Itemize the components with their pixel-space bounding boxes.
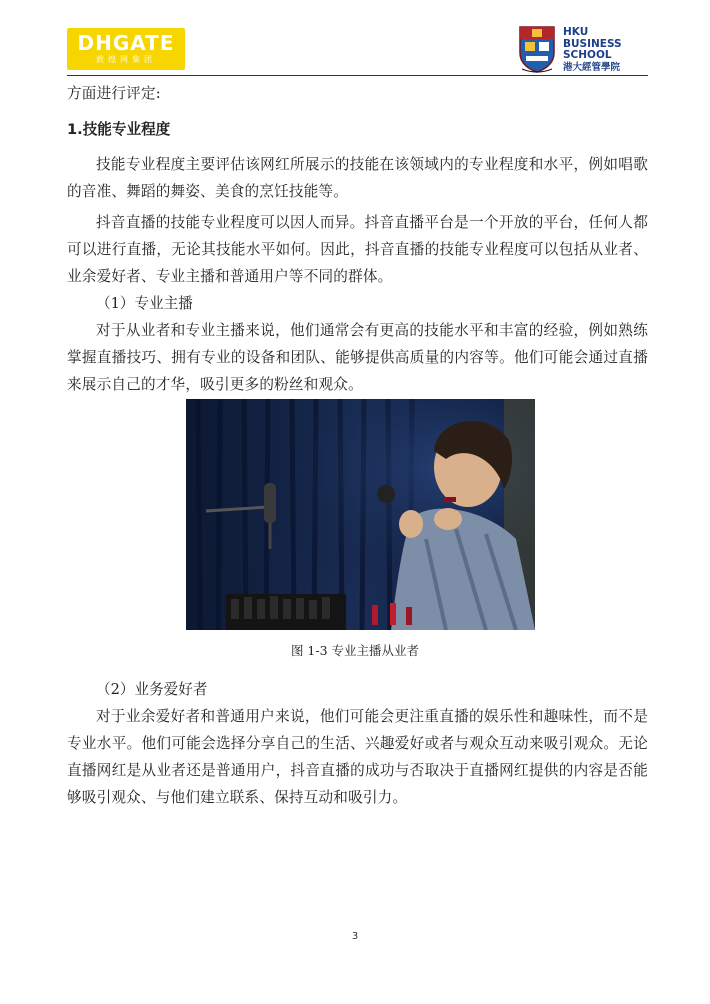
document-body-lower — [67, 676, 648, 811]
paragraph-douyin-skill: 抖音直播的技能专业程度可以因人而异。抖音直播平台是一个开放的平台，任何人都可以进行直播，无论其技能水平如何。因此，抖音直播的技能专业程度可以包括从业者、业余爱好者、专业主播和普通用户等不同的群体。 — [67, 214, 648, 285]
subheading-amateur: （2）业务爱好者 — [96, 681, 208, 698]
hku-logo-line3: SCHOOL — [563, 49, 612, 61]
hku-logo-line1: HKU — [563, 26, 589, 38]
paragraph-professional: 对于从业者和专业主播来说，他们通常会有更高的技能水平和丰富的经验，例如熟练掌握直播技巧、拥有专业的设备和团队、能够提供高质量的内容等。他们可能会通过直播来展示自己的才华，吸引更多的粉丝和观众。 — [67, 322, 648, 393]
section-heading: 1.技能专业程度 — [67, 121, 171, 138]
hku-logo-line2: BUSINESS — [563, 37, 622, 50]
page-number: 3 — [351, 931, 359, 942]
intro-line: 方面进行评定: — [67, 85, 161, 102]
header-divider — [67, 75, 648, 76]
dhgate-logo-brand: DHGATE — [77, 31, 175, 55]
figure-professional-streamer-photo — [186, 399, 535, 630]
paragraph-amateur: 对于业余爱好者和普通用户来说，他们可能会更注重直播的娱乐性和趣味性，而不是专业水平。他们可能会选择分享自己的生活、兴趣爱好或者与观众互动来吸引观众。无论直播网红是从业者还是普通用户，抖音直播的成功与否取决于直播网红提供的内容是否能够吸引观众、与他们建立联系、保持互动和吸引力。 — [67, 708, 648, 806]
paragraph-skill-definition: 技能专业程度主要评估该网红所展示的技能在该领域内的专业程度和水平，例如唱歌的音准、舞蹈的舞姿、美食的烹饪技能等。 — [67, 156, 648, 200]
hku-crest-icon — [518, 25, 556, 73]
figure-caption: 图 1-3 专业主播从业者 — [290, 643, 420, 658]
hku-logo-text — [563, 27, 622, 73]
dhgate-logo — [67, 28, 185, 70]
hku-business-school-logo — [518, 25, 648, 73]
hku-logo-chinese: 港大經管學院 — [563, 61, 621, 73]
document-body — [67, 78, 648, 398]
dhgate-logo-subtitle: 敦煌网集团 — [96, 55, 156, 64]
subheading-professional: （1）专业主播 — [96, 295, 193, 312]
